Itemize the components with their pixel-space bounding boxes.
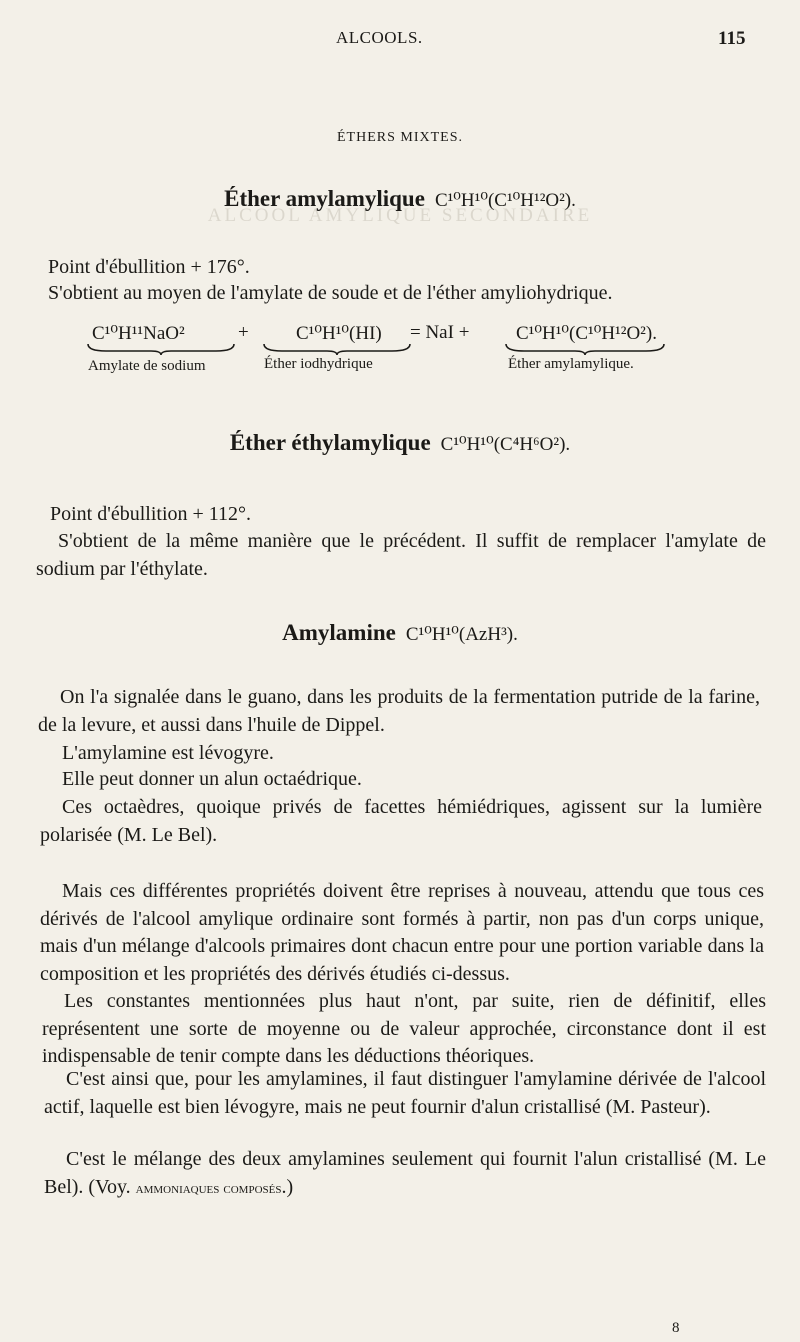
boiling-point: Point d'ébullition + 112°. bbox=[50, 503, 252, 525]
compound-name: Éther amylamylique bbox=[224, 186, 425, 211]
preparation-text: S'obtient au moyen de l'amylate de soude et de l'éther amyliohydrique. bbox=[48, 282, 613, 304]
underbrace-3 bbox=[504, 342, 666, 356]
equation-term-1: C¹⁰H¹¹NaO² bbox=[92, 323, 185, 344]
section-title: ÉTHERS MIXTES. bbox=[337, 130, 463, 145]
paragraph-text: C'est le mélange des deux amylamines seulement qui fournit l'alun cristallisé (M. Le Bel). (Voy. bbox=[44, 1148, 766, 1198]
page-number: 115 bbox=[718, 28, 746, 49]
equation-label-3: Éther amylamylique. bbox=[508, 356, 634, 372]
compound-formula: C¹⁰H¹⁰(C¹⁰H¹²O²). bbox=[434, 190, 576, 211]
compound-formula: C¹⁰H¹⁰(C⁴H⁶O²). bbox=[440, 434, 571, 455]
paragraph bbox=[44, 1066, 766, 1121]
equation-label-2: Éther iodhydrique bbox=[264, 356, 373, 372]
underbrace-1 bbox=[86, 342, 236, 356]
equation-plus: + bbox=[238, 322, 249, 343]
underbrace-2 bbox=[262, 342, 412, 356]
paragraph bbox=[40, 878, 764, 988]
paragraph bbox=[40, 766, 765, 794]
preparation-text-content: S'obtient de la même manière que le précédent. Il suffit de remplacer l'amylate de sodium par l'éthylate. bbox=[36, 530, 766, 580]
signature-mark: 8 bbox=[672, 1320, 680, 1336]
paragraph-text-end: .) bbox=[281, 1175, 294, 1198]
boiling-point: Point d'ébullition + 176°. bbox=[48, 256, 250, 278]
preparation-text bbox=[36, 528, 766, 583]
paragraph bbox=[38, 684, 760, 739]
equation-label-1: Amylate de sodium bbox=[88, 358, 206, 374]
equation-equals: = NaI + bbox=[410, 322, 470, 343]
paragraph bbox=[42, 988, 766, 1071]
paragraph-text: Les constantes mentionnées plus haut n'ont, par suite, rien de définitif, elles représentent une sorte de moyenne ou de valeur approchée, circonstance dont il est indispensable de tenir compte dans les déductions théoriques. bbox=[42, 990, 766, 1067]
compound-formula: C¹⁰H¹⁰(AzH³). bbox=[405, 624, 518, 645]
heading-ether-amylamylique bbox=[0, 186, 800, 212]
equation-term-2: C¹⁰H¹⁰(HI) bbox=[296, 323, 382, 344]
paragraph-text: C'est ainsi que, pour les amylamines, il faut distinguer l'amylamine dérivée de l'alcool actif, laquelle est bien lévogyre, mais ne peut fournir d'alun cristallisé (M. Pasteur). bbox=[44, 1068, 766, 1118]
heading-ether-ethylamylique bbox=[0, 430, 800, 456]
heading-amylamine bbox=[0, 620, 800, 646]
paragraph-text: L'amylamine est lévogyre. bbox=[62, 742, 274, 764]
compound-name: Éther éthylamylique bbox=[229, 430, 431, 455]
paragraph bbox=[40, 740, 765, 768]
paragraph bbox=[40, 794, 762, 849]
paragraph-text: Elle peut donner un alun octaédrique. bbox=[62, 768, 362, 790]
running-title: ALCOOLS. bbox=[336, 28, 423, 47]
paragraph-text: Mais ces différentes propriétés doivent être reprises à nouveau, attendu que tous ces dérivés de l'alcool amylique ordinaire sont formés à partir, non pas d'un corps unique, mais d'un mélange d'alcools primaires dont chacun entre pour une portion variable dans la composition et les propriétés des dérivés étudiés ci-dessus. bbox=[40, 880, 764, 985]
paragraph-text: Ces octaèdres, quoique privés de facettes hémiédriques, agissent sur la lumière polarisée (M. Le Bel). bbox=[40, 796, 762, 846]
bleed-through-text: ALCOOL AMYLIQUE SECONDAIRE bbox=[207, 205, 593, 226]
cross-reference: ammoniaques composés bbox=[135, 1179, 282, 1197]
compound-name: Amylamine bbox=[282, 620, 396, 645]
paragraph bbox=[44, 1146, 766, 1202]
paragraph-text: On l'a signalée dans le guano, dans les produits de la fermentation putride de la farine, de la levure, et aussi dans l'huile de Dippel. bbox=[38, 686, 760, 736]
equation-term-3: C¹⁰H¹⁰(C¹⁰H¹²O²). bbox=[516, 323, 657, 344]
running-head bbox=[0, 22, 800, 52]
